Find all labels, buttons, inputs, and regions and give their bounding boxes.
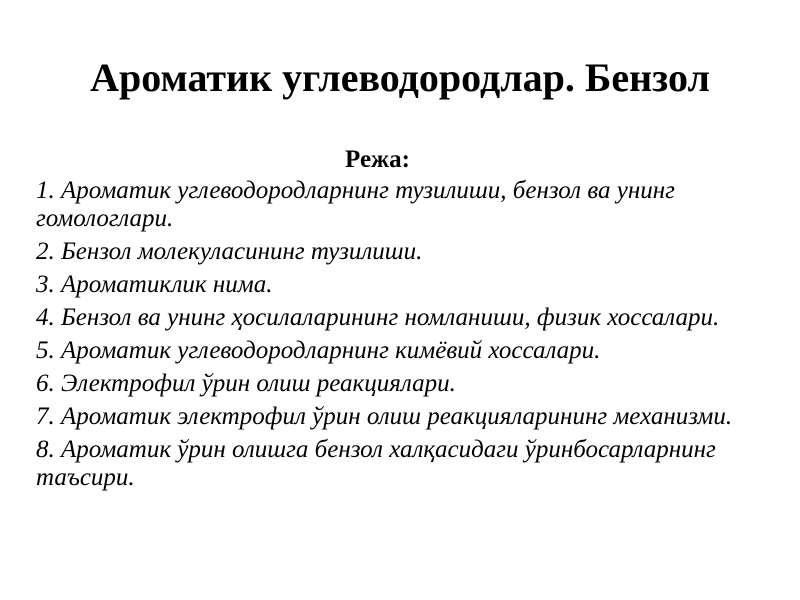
plan-item-1: 1. Ароматик углеводородларнинг тузилиши, бензол ва унинг гомологлари. <box>36 177 675 232</box>
plan-item-5: 5. Ароматик углеводородларнинг кимёвий хоссалари. <box>36 337 601 364</box>
plan-heading: Режа: <box>345 146 410 173</box>
plan-list <box>36 177 766 497</box>
plan-item-8: 8. Ароматик ўрин олишга бензол халқасидаги ўринбосарларнинг таъсири. <box>36 436 716 491</box>
plan-item-6: 6. Электрофил ўрин олиш реакциялари. <box>36 370 456 397</box>
plan-item-3: 3. Ароматиклик нима. <box>36 271 273 298</box>
slide-title: Ароматик углеводородлар. Бензол <box>90 55 710 100</box>
plan-item-4: 4. Бензол ва унинг ҳосилаларининг номланиши, физик хоссалари. <box>36 304 720 331</box>
plan-item-7: 7. Ароматик электрофил ўрин олиш реакцияларининг механизми. <box>36 403 733 430</box>
plan-item-2: 2. Бензол молекуласининг тузилиши. <box>36 238 423 265</box>
